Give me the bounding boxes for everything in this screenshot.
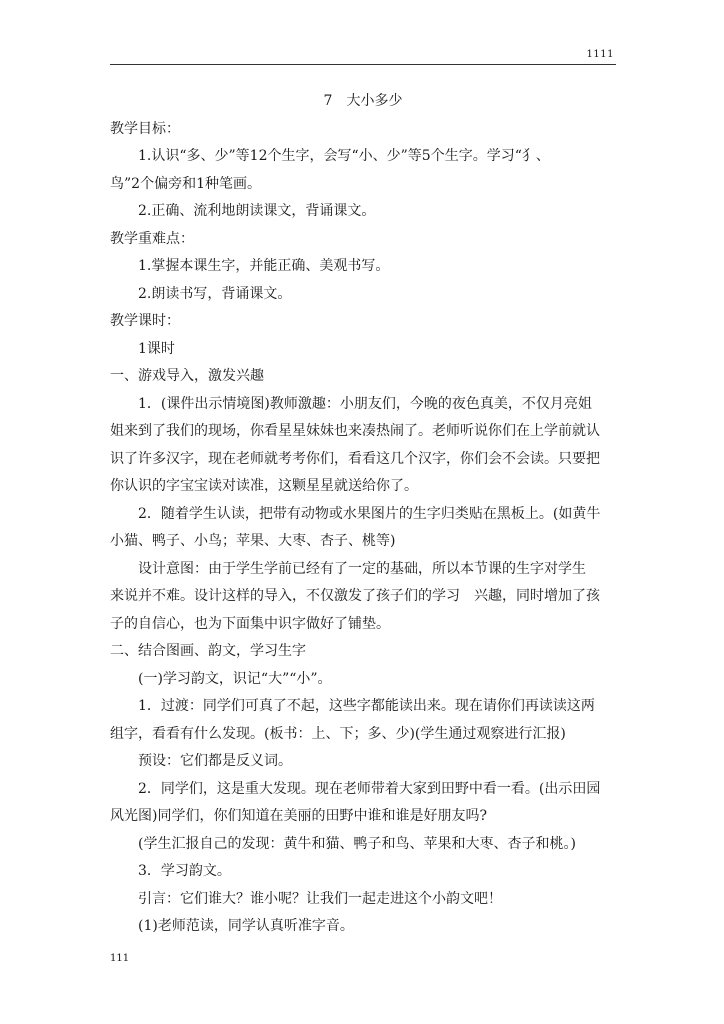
text-line: 教学目标：: [110, 120, 180, 137]
text-line: 一、游戏导入，激发兴趣: [110, 368, 264, 384]
text-line: (一)学习韵文，识记“大”“小”。: [138, 670, 332, 687]
text-line: 教学重难点：: [110, 230, 194, 247]
text-line: 鸟”2个偏旁和1种笔画。: [110, 175, 261, 192]
text-line: (1)老师范读，同学认真听准字音。: [138, 918, 354, 934]
text-line: 二、结合图画、韵文，学习生字: [110, 643, 306, 659]
text-line: 组字，看看有什么发现。(板书：上、下；多、少)(学生通过观察进行汇报): [110, 725, 566, 742]
text-line: 1．过渡：同学们可真了不起，这些字都能读出来。现在请你们再读读这两: [138, 698, 595, 714]
text-line: 子的自信心，也为下面集中识字做好了铺垫。: [110, 615, 390, 632]
text-line: 2.正确、流利地朗读课文，背诵课文。: [138, 203, 376, 219]
text-line: 你认识的字宝宝读对读准，这颗星星就送给你了。: [110, 478, 418, 494]
text-line: 预设：它们都是反义词。: [138, 753, 292, 769]
text-line: 姐来到了我们的现场，你看星星妹妹也来凑热闹了。老师听说你们在上学前就认: [110, 423, 600, 439]
header-page-number: 1111: [586, 49, 614, 60]
text-line: 风光图)同学们，你们知道在美丽的田野中谁和谁是好朋友吗?: [110, 808, 487, 824]
text-line: 1．(课件出示情境图)教师激趣：小朋友们，今晚的夜色真美，不仅月亮姐: [138, 395, 592, 412]
text-line: 2．同学们，这是重大发现。现在老师带着大家到田野中看一看。(出示田园: [138, 780, 601, 797]
body-lines: [110, 116, 616, 941]
text-line: (学生汇报自己的发现：黄牛和猫、鸭子和鸟、苹果和大枣、杏子和桃。): [138, 835, 576, 852]
text-line: 1.掌握本课生字，并能正确、美观书写。: [138, 258, 390, 274]
text-line: 设计意图：由于学生学前已经有了一定的基础，所以本节课的生字对学生: [138, 560, 586, 577]
text-line: 2.朗读书写，背诵课文。: [138, 285, 292, 302]
text-line: 教学课时：: [110, 313, 180, 329]
text-line: 引言：它们谁大？谁小呢？让我们一起走进这个小韵文吧！: [138, 890, 502, 907]
lesson-title: 7 大小多少: [323, 93, 403, 109]
text-line: 3．学习韵文。: [138, 863, 231, 879]
document-body: [110, 88, 616, 941]
footer-page-number: 111: [110, 953, 130, 964]
header-divider: [110, 64, 616, 65]
text-line: 来说并不难。设计这样的导入，不仅激发了孩子们的学习 兴趣，同时增加了孩: [110, 588, 600, 604]
text-line: 2．随着学生认读，把带有动物或水果图片的生字归类贴在黑板上。(如黄牛: [138, 505, 601, 522]
text-line: 1课时: [138, 340, 175, 357]
text-line: 小猫、鸭子、小鸟；苹果、大枣、杏子、桃等): [110, 533, 396, 549]
text-line: 1.认识“多、少”等12个生字，会写“小、少”等5个生字。学习“犭、: [138, 148, 550, 164]
text-line: 识了许多汉字，现在老师就考考你们，看看这几个汉字，你们会不会读。只要把: [110, 450, 600, 467]
